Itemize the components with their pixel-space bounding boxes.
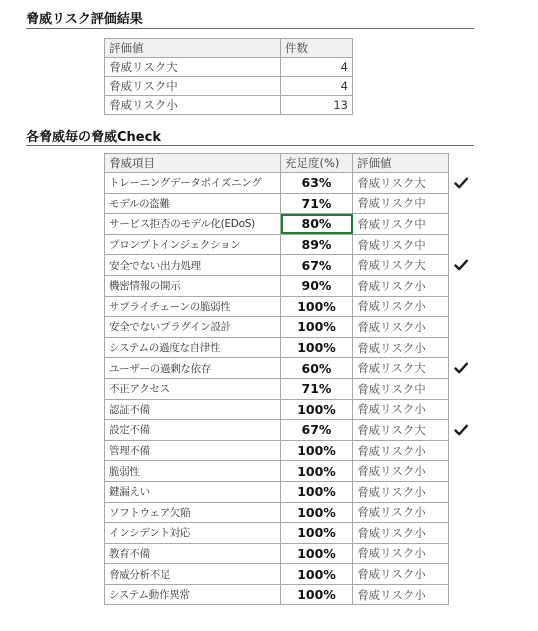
evaluation-cell[interactable]: 脅威リスク小: [353, 481, 449, 502]
threat-item-cell[interactable]: モデルの盗難: [105, 193, 281, 214]
fulfillment-cell[interactable]: 100%: [281, 399, 353, 420]
header-fulfillment[interactable]: 充足度(%): [281, 154, 353, 173]
fulfillment-cell[interactable]: 100%: [281, 523, 353, 544]
threat-item-cell[interactable]: トレーニングデータポイズニング: [105, 173, 281, 194]
header-evaluation[interactable]: 評価値: [105, 39, 281, 58]
fulfillment-cell[interactable]: 100%: [281, 461, 353, 482]
fulfillment-cell[interactable]: 100%: [281, 543, 353, 564]
fulfillment-cell[interactable]: 89%: [281, 234, 353, 255]
checkmark-icon: [454, 423, 468, 437]
summary-header-row: [105, 39, 353, 58]
fulfillment-cell[interactable]: 71%: [281, 193, 353, 214]
evaluation-cell[interactable]: 脅威リスク中: [353, 234, 449, 255]
summary-label-cell[interactable]: 脅威リスク中: [105, 77, 281, 96]
threat-item-cell[interactable]: プロンプトインジェクション: [105, 234, 281, 255]
evaluation-cell[interactable]: 脅威リスク小: [353, 317, 449, 338]
detail-header-row: [105, 154, 449, 173]
table-row: [105, 275, 449, 296]
checkmark-icon: [454, 361, 468, 375]
table-row: [105, 173, 449, 194]
threat-item-cell[interactable]: 鍵漏えい: [105, 481, 281, 502]
threat-item-cell[interactable]: 設定不備: [105, 420, 281, 441]
table-row: [105, 584, 449, 605]
evaluation-cell[interactable]: 脅威リスク小: [353, 502, 449, 523]
evaluation-cell[interactable]: 脅威リスク小: [353, 461, 449, 482]
header-threat-item[interactable]: 脅威項目: [105, 154, 281, 173]
evaluation-cell[interactable]: 脅威リスク中: [353, 193, 449, 214]
evaluation-cell[interactable]: 脅威リスク小: [353, 275, 449, 296]
table-row: [105, 420, 449, 441]
fulfillment-cell[interactable]: 80%: [281, 214, 353, 235]
fulfillment-cell[interactable]: 63%: [281, 173, 353, 194]
evaluation-cell[interactable]: 脅威リスク中: [353, 214, 449, 235]
summary-row: [105, 96, 353, 115]
header-evaluation[interactable]: 評価値: [353, 154, 449, 173]
evaluation-cell[interactable]: 脅威リスク小: [353, 296, 449, 317]
fulfillment-cell[interactable]: 90%: [281, 275, 353, 296]
table-row: [105, 234, 449, 255]
summary-count-cell[interactable]: 4: [281, 77, 353, 96]
fulfillment-cell[interactable]: 100%: [281, 317, 353, 338]
summary-divider: [26, 28, 474, 29]
threat-item-cell[interactable]: 安全でない出力処理: [105, 255, 281, 276]
summary-label-cell[interactable]: 脅威リスク小: [105, 96, 281, 115]
fulfillment-cell[interactable]: 100%: [281, 584, 353, 605]
detail-title: 各脅威毎の脅威Check: [26, 130, 161, 145]
table-row: [105, 502, 449, 523]
fulfillment-cell[interactable]: 71%: [281, 378, 353, 399]
fulfillment-cell[interactable]: 100%: [281, 296, 353, 317]
table-row: [105, 317, 449, 338]
header-count[interactable]: 件数: [281, 39, 353, 58]
evaluation-cell[interactable]: 脅威リスク大: [353, 173, 449, 194]
evaluation-cell[interactable]: 脅威リスク大: [353, 255, 449, 276]
evaluation-cell[interactable]: 脅威リスク小: [353, 564, 449, 585]
threat-item-cell[interactable]: 脆弱性: [105, 461, 281, 482]
table-row: [105, 193, 449, 214]
table-row: [105, 543, 449, 564]
fulfillment-cell[interactable]: 100%: [281, 564, 353, 585]
detail-table: [104, 153, 449, 605]
table-row: [105, 214, 449, 235]
summary-count-cell[interactable]: 13: [281, 96, 353, 115]
threat-item-cell[interactable]: 管理不備: [105, 440, 281, 461]
summary-title: 脅威リスク評価結果: [26, 12, 143, 27]
fulfillment-cell[interactable]: 67%: [281, 255, 353, 276]
summary-table: [104, 38, 353, 115]
table-row: [105, 337, 449, 358]
threat-item-cell[interactable]: 不正アクセス: [105, 378, 281, 399]
evaluation-cell[interactable]: 脅威リスク小: [353, 337, 449, 358]
threat-item-cell[interactable]: システム動作異常: [105, 584, 281, 605]
evaluation-cell[interactable]: 脅威リスク小: [353, 584, 449, 605]
fulfillment-cell[interactable]: 100%: [281, 440, 353, 461]
threat-item-cell[interactable]: サプライチェーンの脆弱性: [105, 296, 281, 317]
summary-count-cell[interactable]: 4: [281, 58, 353, 77]
evaluation-cell[interactable]: 脅威リスク小: [353, 543, 449, 564]
evaluation-cell[interactable]: 脅威リスク中: [353, 378, 449, 399]
table-row: [105, 255, 449, 276]
table-row: [105, 296, 449, 317]
threat-item-cell[interactable]: ソフトウェア欠陥: [105, 502, 281, 523]
threat-item-cell[interactable]: 教育不備: [105, 543, 281, 564]
table-row: [105, 399, 449, 420]
evaluation-cell[interactable]: 脅威リスク小: [353, 399, 449, 420]
threat-item-cell[interactable]: 安全でないプラグイン設計: [105, 317, 281, 338]
detail-divider: [26, 145, 474, 146]
table-row: [105, 564, 449, 585]
evaluation-cell[interactable]: 脅威リスク小: [353, 440, 449, 461]
table-row: [105, 358, 449, 379]
fulfillment-cell[interactable]: 100%: [281, 481, 353, 502]
threat-item-cell[interactable]: インシデント対応: [105, 523, 281, 544]
table-row: [105, 461, 449, 482]
fulfillment-cell[interactable]: 60%: [281, 358, 353, 379]
evaluation-cell[interactable]: 脅威リスク大: [353, 420, 449, 441]
fulfillment-cell[interactable]: 100%: [281, 337, 353, 358]
threat-item-cell[interactable]: システムの過度な自律性: [105, 337, 281, 358]
summary-label-cell[interactable]: 脅威リスク大: [105, 58, 281, 77]
threat-item-cell[interactable]: サービス拒否のモデル化(EDoS): [105, 214, 281, 235]
fulfillment-cell[interactable]: 67%: [281, 420, 353, 441]
evaluation-cell[interactable]: 脅威リスク大: [353, 358, 449, 379]
evaluation-cell[interactable]: 脅威リスク小: [353, 523, 449, 544]
threat-item-cell[interactable]: 認証不備: [105, 399, 281, 420]
threat-item-cell[interactable]: 機密情報の開示: [105, 275, 281, 296]
table-row: [105, 481, 449, 502]
summary-row: [105, 58, 353, 77]
threat-item-cell[interactable]: ユーザーの過剰な依存: [105, 358, 281, 379]
summary-row: [105, 77, 353, 96]
table-row: [105, 440, 449, 461]
fulfillment-cell[interactable]: 100%: [281, 502, 353, 523]
threat-item-cell[interactable]: 脅威分析不足: [105, 564, 281, 585]
checkmark-icon: [454, 176, 468, 190]
checkmark-icon: [454, 258, 468, 272]
table-row: [105, 378, 449, 399]
table-row: [105, 523, 449, 544]
